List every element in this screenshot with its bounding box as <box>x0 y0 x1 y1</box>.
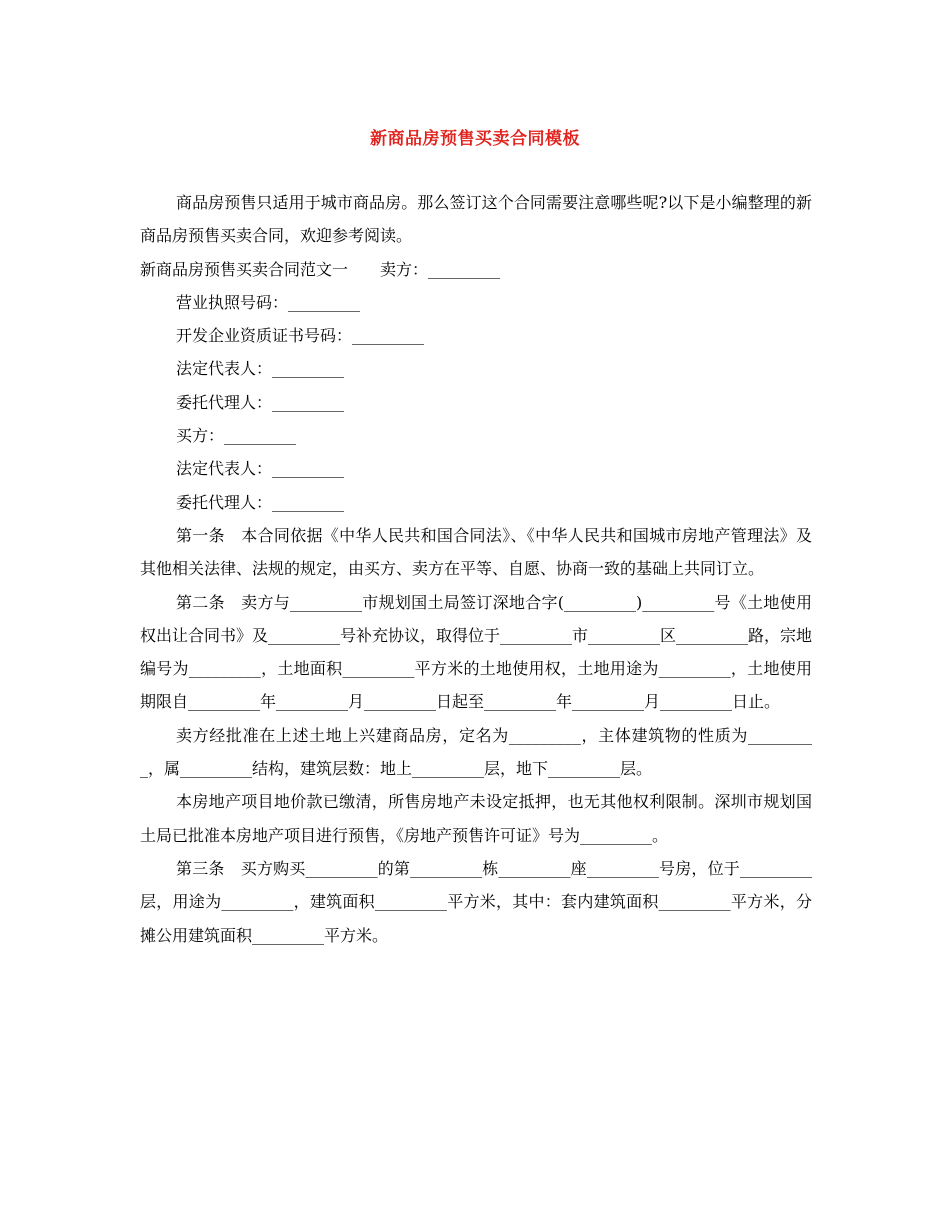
buyer-line: 买方：_________ <box>176 426 297 446</box>
article-1-paragraph: 第一条 本合同依据《中华人民共和国合同法》、《中华人民共和国城市房地产管理法》及其他相关法律、法规的规定，由买方、卖方在平等、自愿、协商一致的基础上共同订立。 <box>140 525 812 579</box>
article-3-paragraph: 第三条 买方购买_________的第_________栋_________座_________号房，位于_________层，用途为_________，建筑面积_________平方米，其中：套内建筑面积_________平方米，分摊公用建筑面积_________平方米。 <box>140 858 812 945</box>
seller-legal-rep-line: 法定代表人：_________ <box>176 359 345 379</box>
construction-paragraph: 卖方经批准在上述土地上兴建商品房，定名为_________，主体建筑物的性质为_________，属_________结构，建筑层数：地上_________层，地下_________层。 <box>140 725 812 779</box>
article-2-paragraph: 第二条 卖方与_________市规划国土局签订深地合字(_________)_________号《土地使用权出让合同书》及_________号补充协议，取得位于_________市_________区_________路，宗地编号为_________，土地面积_________平方米的土地使用权，土地用途为_________，土地使用期限自_________年_________月_________日起至_________年_________月_________日止。 <box>140 592 813 712</box>
qualification-cert-line: 开发企业资质证书号码：_________ <box>176 326 425 346</box>
seller-agent-line: 委托代理人：_________ <box>176 392 345 412</box>
buyer-agent-line: 委托代理人：_________ <box>176 492 345 512</box>
document-title: 新商品房预售买卖合同模板 <box>370 129 580 149</box>
sample-heading-seller: 新商品房预售买卖合同范文一 卖方：_________ <box>140 259 501 279</box>
land-price-paragraph: 本房地产项目地价款已缴清，所售房地产未设定抵押，也无其他权利限制。深圳市规划国土局已批准本房地产项目进行预售，《房地产预售许可证》号为_________。 <box>140 792 812 845</box>
document-body <box>140 186 812 952</box>
intro-paragraph: 商品房预售只适用于城市商品房。那么签订这个合同需要注意哪些呢?以下是小编整理的新商品房预售买卖合同，欢迎参考阅读。 <box>140 193 812 246</box>
business-license-line: 营业执照号码：_________ <box>176 292 361 312</box>
buyer-legal-rep-line: 法定代表人：_________ <box>176 459 345 479</box>
